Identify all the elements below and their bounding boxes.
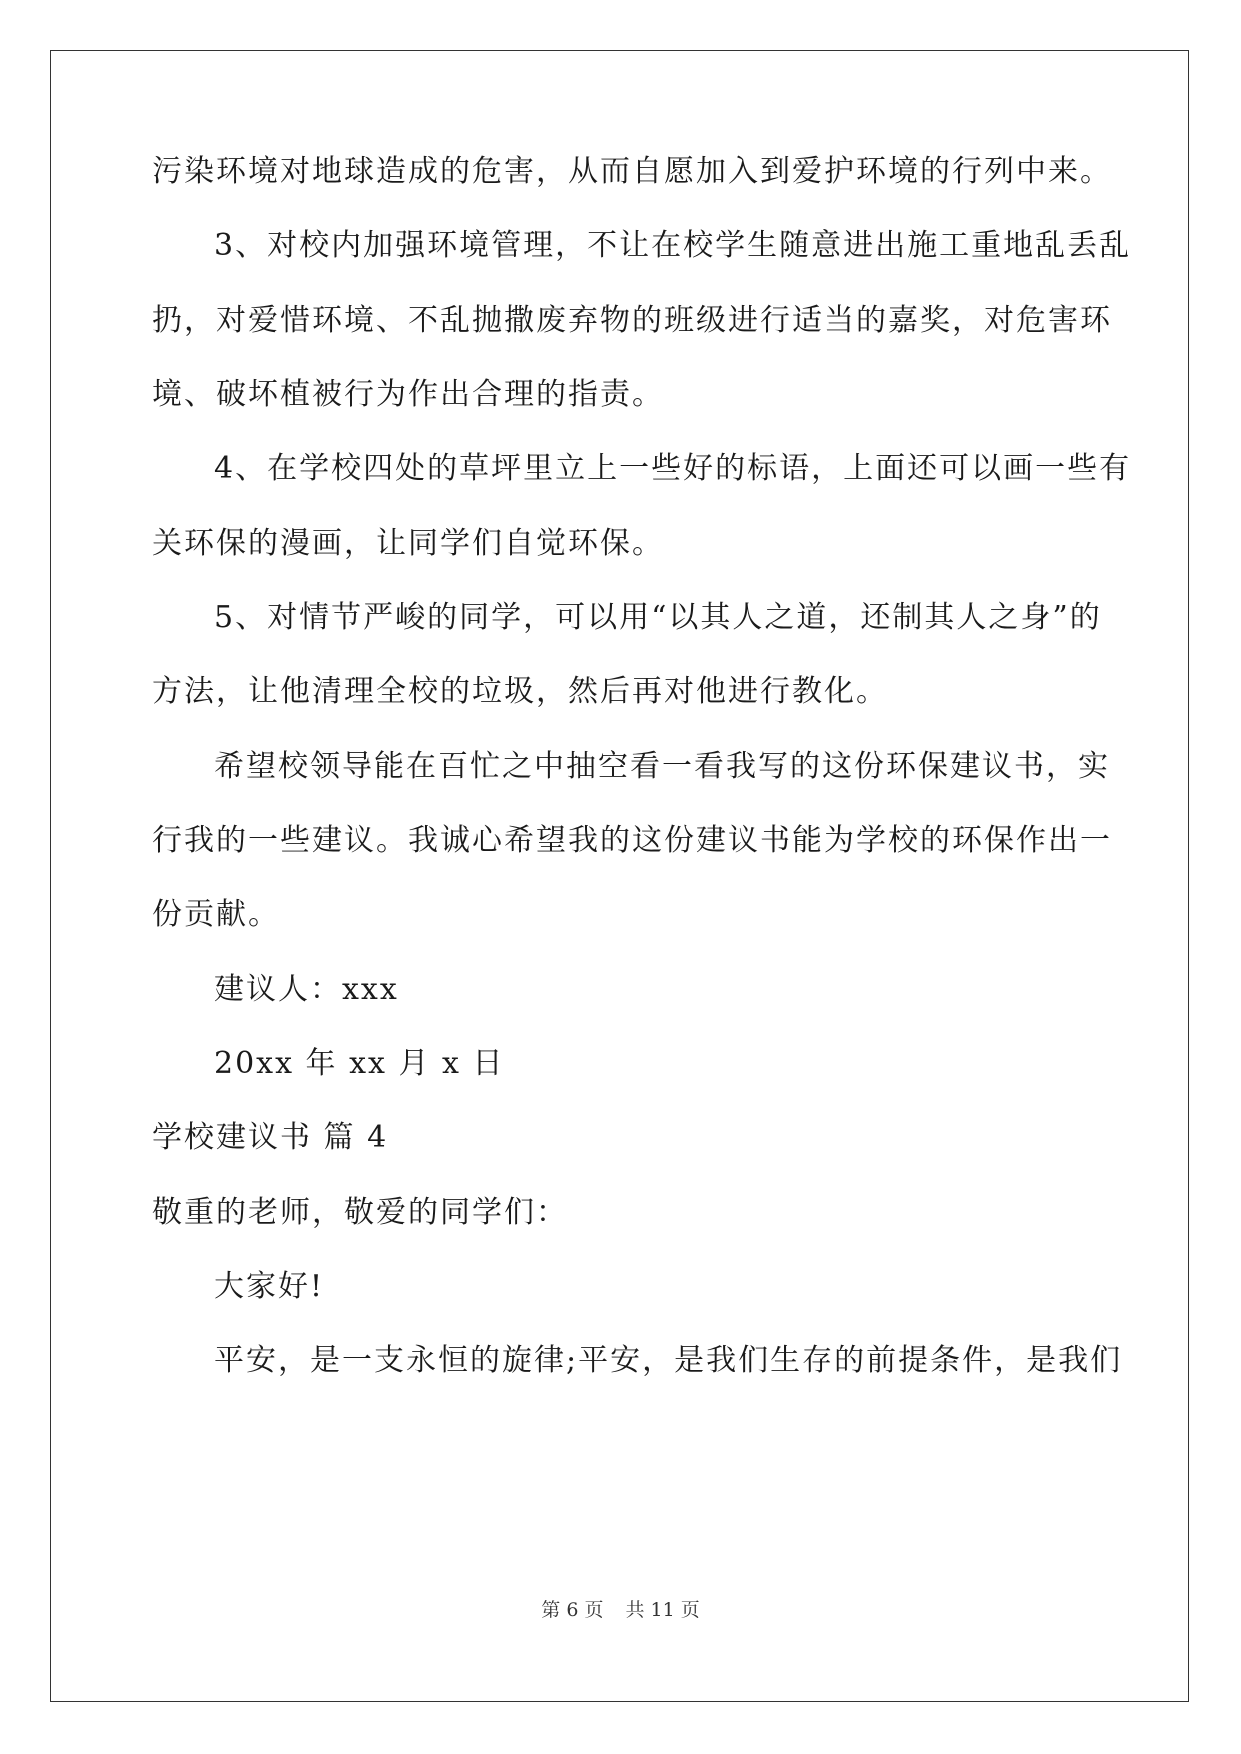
text-line: 4、在学校四处的草坪里立上一些好的标语，上面还可以画一些有 (214, 451, 1132, 486)
text-line: 希望校领导能在百忙之中抽空看一看我写的这份环保建议书，实 (214, 749, 1110, 784)
text-line: 份贡献。 (152, 897, 280, 932)
text-line: 3、对校内加强环境管理，不让在校学生随意进出施工重地乱丢乱 (214, 228, 1132, 263)
section-heading: 学校建议书 篇 4 (152, 1120, 389, 1155)
page-number: 第 6 页 (541, 1599, 604, 1621)
text-line: 扔，对爱惜环境、不乱抛撒废弃物的班级进行适当的嘉奖，对危害环 (152, 303, 1112, 338)
signer-line: 建议人：xxx (214, 972, 399, 1007)
date-line: 20xx 年 xx 月 x 日 (214, 1046, 505, 1081)
page-footer (0, 1598, 1241, 1622)
text-line: 平安，是一支永恒的旋律;平安，是我们生存的前提条件，是我们 (214, 1343, 1123, 1378)
text-line: 行我的一些建议。我诚心希望我的这份建议书能为学校的环保作出一 (152, 823, 1112, 858)
text-line: 方法，让他清理全校的垃圾，然后再对他进行教化。 (152, 674, 888, 709)
text-line: 境、破坏植被行为作出合理的指责。 (152, 377, 664, 412)
page-total: 共 11 页 (625, 1599, 700, 1621)
text-line: 污染环境对地球造成的危害，从而自愿加入到爱护环境的行列中来。 (152, 154, 1112, 189)
text-line: 5、对情节严峻的同学，可以用“以其人之道，还制其人之身”的 (214, 600, 1102, 635)
page-border (50, 50, 1189, 1702)
text-line: 关环保的漫画，让同学们自觉环保。 (152, 526, 664, 561)
salutation-line: 敬重的老师，敬爱的同学们： (152, 1195, 568, 1230)
greeting-line: 大家好! (214, 1269, 325, 1304)
